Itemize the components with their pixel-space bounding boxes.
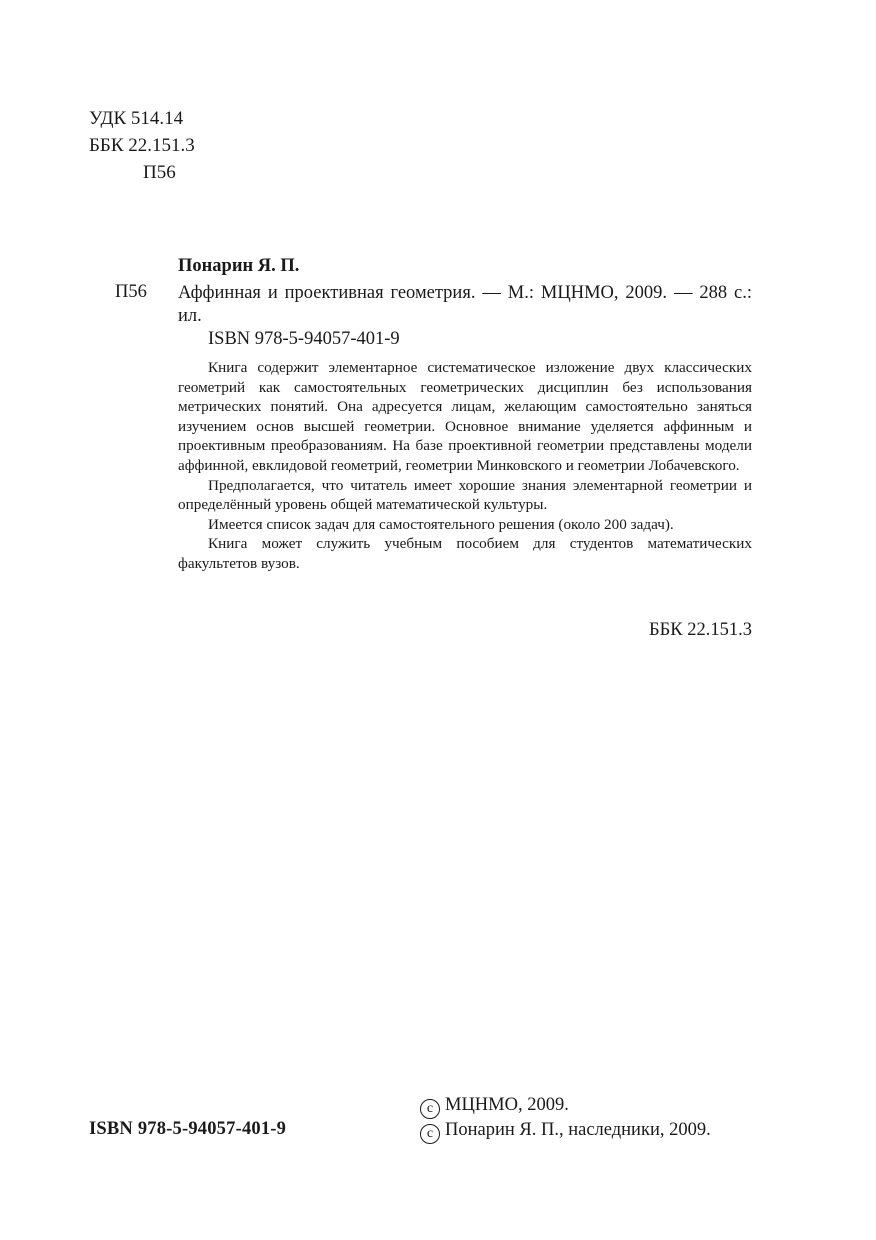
footer-isbn: ISBN 978-5-94057-401-9 xyxy=(89,1119,287,1139)
author-mark-code: П56 xyxy=(143,162,176,183)
abstract xyxy=(178,358,752,574)
bbk-code: ББК 22.151.3 xyxy=(89,135,195,156)
copyright-icon: c xyxy=(420,1124,440,1144)
abstract-paragraph: Книга содержит элементарное систематическое изложение двух классических геометрий как самостоятельных геометрических дисциплин без использования метрических понятий. Она адресуется лицам, желающим самостоятельно заняться изучением основ высшей геометрии. Основное внимание уделяется аффинным и проективным преобразованиям. На базе проективной геометрии представлены модели аффинной, евклидовой геометрий, геометрии Минковского и геометрии Лобачевского. xyxy=(178,359,752,474)
abstract-paragraph: Предполагается, что читатель имеет хорошие знания элементарной геометрии и определённый уровень общей математической культуры. xyxy=(178,476,752,514)
entry-code: П56 xyxy=(115,282,147,302)
copyright-author xyxy=(420,1120,711,1144)
entry-isbn: ISBN 978-5-94057-401-9 xyxy=(208,329,400,349)
abstract-paragraph: Книга может служить учебным пособием для студентов математических факультетов вузов. xyxy=(178,535,752,572)
copyright-icon: c xyxy=(420,1099,440,1119)
copyright-publisher xyxy=(420,1095,569,1119)
copyright-publisher-text: МЦНМО, 2009. xyxy=(445,1095,569,1115)
book-title-imprint: Аффинная и проективная геометрия. — М.: МЦНМО, 2009. — 288 с.: ил. xyxy=(178,283,752,326)
bbk-index-right: ББК 22.151.3 xyxy=(649,620,752,640)
udk-code: УДК 514.14 xyxy=(89,108,184,129)
abstract-paragraph: Имеется список задач для самостоятельного решения (около 200 задач). xyxy=(208,515,674,533)
copyright-author-text: Понарин Я. П., наследники, 2009. xyxy=(445,1120,711,1140)
author-name: Понарин Я. П. xyxy=(178,256,300,276)
